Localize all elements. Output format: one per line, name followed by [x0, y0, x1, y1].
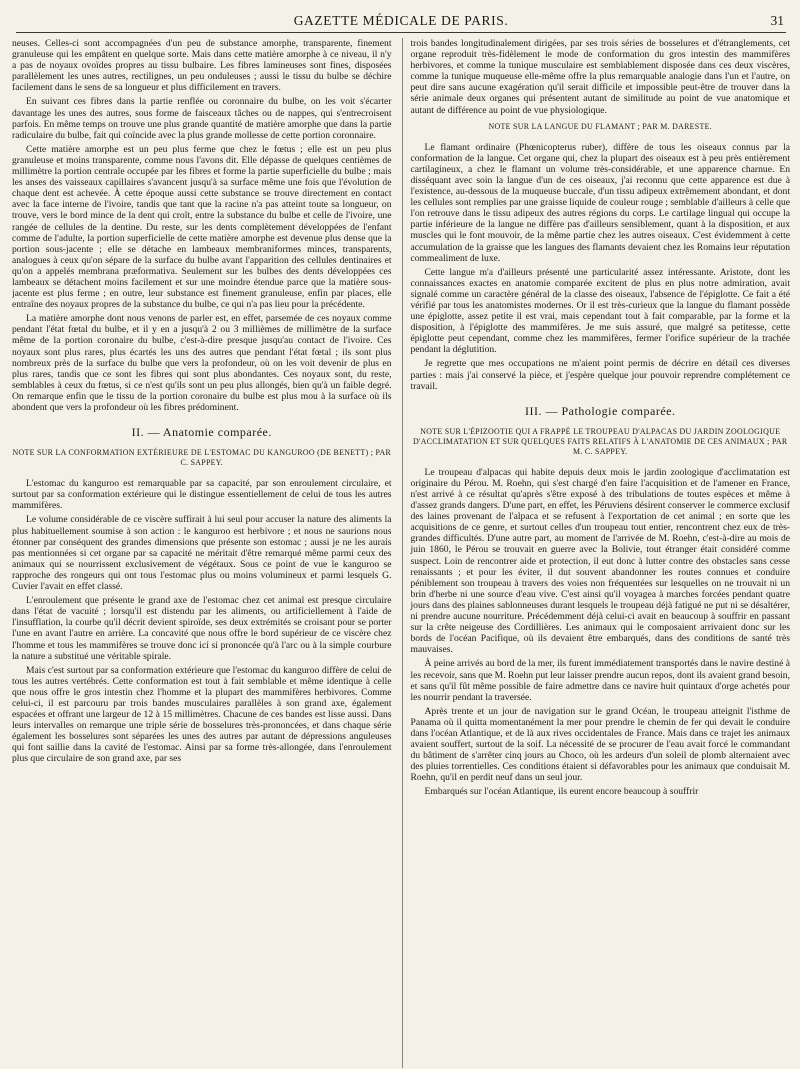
paragraph: Cette langue m'a d'ailleurs présenté une particularité assez intéressante. Aristote, dont les connaissances exactes en anatomie comparée excitent de plus en plus notre admiration, avait signalé comme un caractère général de la classe des oiseaux, l'absence de l'épiglotte. Ce fait a été vérifié par tous les anatomistes modernes. Or il est très-curieux que la langue du flamant possède une épiglotte, assez petite il est vrai, mais cependant tout à fait comparable, par la forme et la disposition, à l'épiglotte des mammifères. Je me suis assuré, que malgré sa petitesse, cette épiglotte peut cependant, comme chez les mammifères, fermer l'orifice supérieur de la trachée pendant la déglutition. [410, 266, 790, 356]
paragraph: Le flamant ordinaire (Phœnicopterus ruber), diffère de tous les oiseaux connus par la conformation de la langue. Cet organe qui, chez la plupart des oiseaux est à peu près entièrement cartilagineux, a chez le flamant un volume très-considérable, et une apparence charnue. En disséquant avec soin la langue d'un de ces oiseaux, j'ai reconnu que cette apparence est due à l'existence, au-dessous de la muqueuse buccale, d'un tissu adipeux extrêmement abondant, et dont les cellules sont remplies par une graisse liquide de couleur rouge ; semblable d'ailleurs à celle que l'on retrouve dans le tissu adipeux des autres régions du corps. Le cartilage lingual qui occupe la partie inférieure de la langue ne diffère pas d'ailleurs sensiblement, quant à la disposition, et aux muscles qui le font mouvoir, de la même partie chez les autres oiseaux. C'est évidemment à cette accumulation de la graisse que les langues des flamants devaient chez les Romains leur réputation commealiment de luxe. [410, 141, 790, 264]
left-column [12, 38, 392, 1068]
paragraph: Le troupeau d'alpacas qui habite depuis deux mois le jardin zoologique d'acclimatation est originaire du Pérou. M. Roehn, qui s'est chargé d'en faire l'acquisition et de l'amener en France, n'est arrivé à ce résultat qu'après s'être exposé à des tribulations de toutes espèces et même à d'assez grands dangers. D'une part, en effet, les Péruviens désirent conserver le commerce exclusif des laines provenant de l'alpaca et se refusent à l'exportation de cet animal ; en sorte que les acquisitions de ce genre, et surtout celles d'un troupeau tout entier, rencontrent chez eux de très-grandes difficultés. D'une autre part, au moment de l'arrivée de M. Roehn, c'est-à-dire au mois de juin 1860, le Pérou se trouvait en guerre avec la Bolivie, tout étranger était considéré comme suspect. Loin de rencontrer aide et protection, il eut donc à lutter contre des obstacles sans cesse renaissants ; et pour les éviter, il dut souvent abandonner les routes connues et conduire péniblement son troupeau à travers des voies non fréquentées sur lesquelles on ne trouvait ni un brin d'herbe ni une source d'eau vive. C'est ainsi qu'il voyagea à marches forcées pendant quatre jours dans des plaines sablonneuses durant lesquels le troupeau déjà fatigué ne put ni se désaltérer, ni prendre aucune nourriture. Précédemment déjà celui-ci avait en beaucoup à souffrir en passant sur la crête neigeuse des Cordillières. Les animaux qui le composaient arrivaient donc sur les bords de l'océan Pacifique, où ils devaient être embarqués, dans des conditions de santé très mauvaises. [410, 466, 790, 656]
page-number: 31 [770, 13, 784, 28]
paragraph: Je regrette que mes occupations ne m'aient point permis de décrire en détail ces diverses parties : mais j'ai conservé la pièce, et j'espère quelque jour pouvoir reprendre complétement ce travail. [410, 358, 790, 392]
paragraph: Mais c'est surtout par sa conformation extérieure que l'estomac du kanguroo diffère de celui de tous les autres vertébrés. Cette conformation est tout à fait semblable et même identique à celle que nous offre le gros intestin chez l'homme et la plupart des mammifères herbivores. Comme celui-ci, il est parcouru par trois bandes musculaires parallèles à son grand axe, également espacées et offrant une largeur de 12 à 15 millimètres. Chacune de ces bandes est lisse aussi. Dans leurs intervalles on remarque une triple série de bosselures très-prononcées, et dans chaque série également les bosselures sont séparées les unes des autres par autant de dépressions anguleuses qui font saillie dans la cavité de l'estomac. Ainsi par sa forme très-allongée, dans l'enroulement plus que circulaire de son grand axe, par ses [12, 664, 392, 765]
paragraph: neuses. Celles-ci sont accompagnées d'un peu de substance amorphe, transparente, finement granuleuse qui les empâtent en quelque sorte. Mais dans cette matière amorphe à ce niveau, il n'y a pas de noyaux ovoïdes propres au tissu bulbaire. Les fibres lamineuses sont fines, disposées parallèlement les unes autres, rectilignes, un peu onduleuses ; aussi le tissu du bulbe se déchire facilement dans le sens de sa longueur et plus difficilement en travers. [12, 38, 392, 94]
section-heading-anatomie: II. — Anatomie comparée. [131, 425, 272, 440]
paragraph: La matière amorphe dont nous venons de parler est, en effet, parsemée de ces noyaux comme pendant l'état fœtal du bulbe, et il y en a jusqu'à 2 ou 3 millièmes de millimètre de la surface même de la portion coronaire du bulbe, c'est-à-dire presque jusqu'au contact de l'ivoire. Ces noyaux sont plus rares, plus écartés les uns des autres que pendant l'état fœtal ; ils sont plus nombreux près de la surface du bulbe que vers la profondeur, où on les voit devenir de plus en plus rares, tandis que ce sont les fibres qui sont plus abondantes. Ces noyaux sont, du reste, semblables à ceux du fœtus, si ce n'est qu'ils sont un peu plus allongés, bien qu'à un faible degré. On remarque enfin que le tissu de la portion coronaire du bulbe est plus mou à la surface où ils abondent que vers la profondeur où les fibres prédominent. [12, 313, 392, 413]
note-title-text: NOTE SUR L'ÉPIZOOTIE QUI A FRAPPÉ LE TROUPEAU D'ALPACAS DU JARDIN ZOOLOGIQUE D'ACCLIMATATION ET SUR QUELQUES FAITS RELATIFS À L'ANATOMIE DE CES ANIMAUX ; PAR M. C. SAPPEY. [413, 426, 788, 456]
columns [12, 38, 790, 1068]
journal-title: GAZETTE MÉDICALE DE PARIS. [293, 13, 509, 28]
paragraph: En suivant ces fibres dans la partie renflée ou coronnaire du bulbe, on les voit s'écarter davantage les unes des autres, sous forme de faisceaux tâches ou de nappes, qui s'entrecroisent parfois. En même temps on trouve une plus grande quantité de matière amorphe que dans la partie radiculaire du bulbe, fait qui coïncide avec la plus grande mollesse de cette portion coronnaire. [12, 96, 392, 141]
paragraph: L'estomac du kanguroo est remarquable par sa capacité, par son enroulement circulaire, et surtout par sa conformation extérieure qui le distingue essentiellement de celui de tous les autres mammifères. [12, 478, 392, 512]
section-heading-pathologie: III. — Pathologie comparée. [525, 403, 676, 418]
page-header [16, 10, 786, 33]
paragraph: Le volume considérable de ce viscère suffirait à lui seul pour accuser la nature des aliments la plus habituellement soumise à son action : le kanguroo est herbivore ; et nous ne saurions nous étonner par conséquent des grandes dimensions que présente son estomac ; aussi je ne les aurais pas mentionnées si cet organe par sa capacité ne méritait d'être remarqué même parmi ceux des animaux qui se nourrissent exclusivement de végétaux. Sous ce point de vue le kanguroo se rapproche des rongeurs qui ont tous l'estomac plus ou moins volumineux et parmi lesquels G. Cuvier l'avait en effet classé. [12, 514, 392, 593]
note-title-kanguroo [12, 448, 392, 468]
paragraph: L'enroulement que présente le grand axe de l'estomac chez cet animal est presque circulaire dans l'état de vacuité ; lorsqu'il est distendu par les aliments, ou artificiellement à l'aide de l'insufflation, la courbe qu'il décrit devient spiroïde, ses deux extrémités se croisant pour se porter l'une en avant l'autre en arrière. La concavité que nous offre le bord supérieur de ce viscère chez l'homme et tous les mammifères se trouve donc ici si prononcée qu'à l'arc ou à la simple courbure la nature a substitué une véritable spirale. [12, 595, 392, 662]
note-title-flamant [411, 122, 791, 132]
note-title-text: NOTE SUR LA LANGUE DU FLAMANT ; PAR M. DARESTE. [488, 121, 712, 131]
note-title-text: NOTE SUR LA CONFORMATION EXTÉRIEURE DE L'ESTOMAC DU KANGUROO (DE BENETT) ; PAR C. SAPPEY. [12, 448, 392, 468]
paragraph: Embarqués sur l'océan Atlantique, ils eurent encore beaucoup à souffrir [424, 786, 699, 798]
note-title-alpacas [411, 427, 791, 457]
paragraph: trois bandes longitudinalement dirigées, par ses trois séries de bosselures et d'étranglements, cet organe reproduit très-fidèlement le mode de conformation du gros intestin des mammifères herbivores, et comme la tunique musculaire est semblablement disposée dans ces deux viscères, comme la tunique muqueuse elle-même offre la plus remarquable analogie dans l'un et l'autre, on peut dire sans aucune exagération qu'il serait difficile et impossible peut-être de trouver dans la série animale deux organes qui présentent autant de similitude au point de vue anatomique et autant de différence au point de vue physiologique. [410, 38, 790, 116]
paragraph: Après trente et un jour de navigation sur le grand Océan, le troupeau atteignit l'isthme de Panama où il quitta momentanément la mer pour prendre le chemin de fer qui devait le conduire dans l'océan Atlantique, et de là aux rives occidentales de France. Mais dans ce trajet les animaux avaient souffert, surtout de la soif. La nécessité de se procurer de l'eau avait forcé le commandant du bâtiment de s'arrêter cinq jours au Choco, où les ardeurs d'un soleil de plomb alternaient avec des pluies torrentielles. Ces conditions étaient si défavorables pour les animaux que conduisait M. Roehn, qu'il en perdit neuf dans un seul jour. [410, 705, 790, 784]
right-column [402, 38, 791, 1068]
paragraph: À peine arrivés au bord de la mer, ils furent immédiatement transportés dans le navire destiné à les recevoir, sans que M. Roehn put leur laisser prendre aucun repos, dont ils avaient grand besoin, et sans qu'il fût même possible de faire admettre dans ce navire huit quintaux d'orge achetés pour les nourrir pendant la traversée. [410, 658, 790, 703]
paragraph: Cette matière amorphe est un peu plus ferme que chez le fœtus ; elle est un peu plus granuleuse et moins transparente, comme nous l'avons dit. Elle dépasse de quelques centièmes de millimètre la portion centrale occupée par les fibres et forme la partie superficielle du bulbe ; mais les anses des vaisseaux capillaires s'avancent jusqu'à sa surface même une fois que l'évolution de chaque dent est achevée. À cette époque aussi cette substance se trouve directement en contact avec la face interne de l'ivoire, tandis que tant que la racine n'a pas atteint toute sa longueur, on trouve, vers le bord mince de la dent qui croît, entre la substance du bulbe et celle de l'ivoire, une rangée de cellules de la dentine. Du reste, sur les dents complètement développées de l'enfant comme de l'adulte, la portion superficielle de cette matière amorphe est devenue plus dense que la portion sous-jacente ; elle se détache en lambeaux membraniformes minces, transparents, analogues à ceux qu'on sépare de la surface du bulbe avant l'apparition des cellules dentinaires et qu'on a appelés membrana præformativa. Seulement sur les bulbes des dents développées ces lambeaux se détachent moins facilement et sur une moindre étendue parce que la matière sous-jacente est plus ferme ; en outre, leur substance est finement granuleuse, enfin par places, elle entraîne des noyaux propres de la substance du bulbe, ce qui n'a pas lieu pour la précédente. [12, 143, 392, 311]
